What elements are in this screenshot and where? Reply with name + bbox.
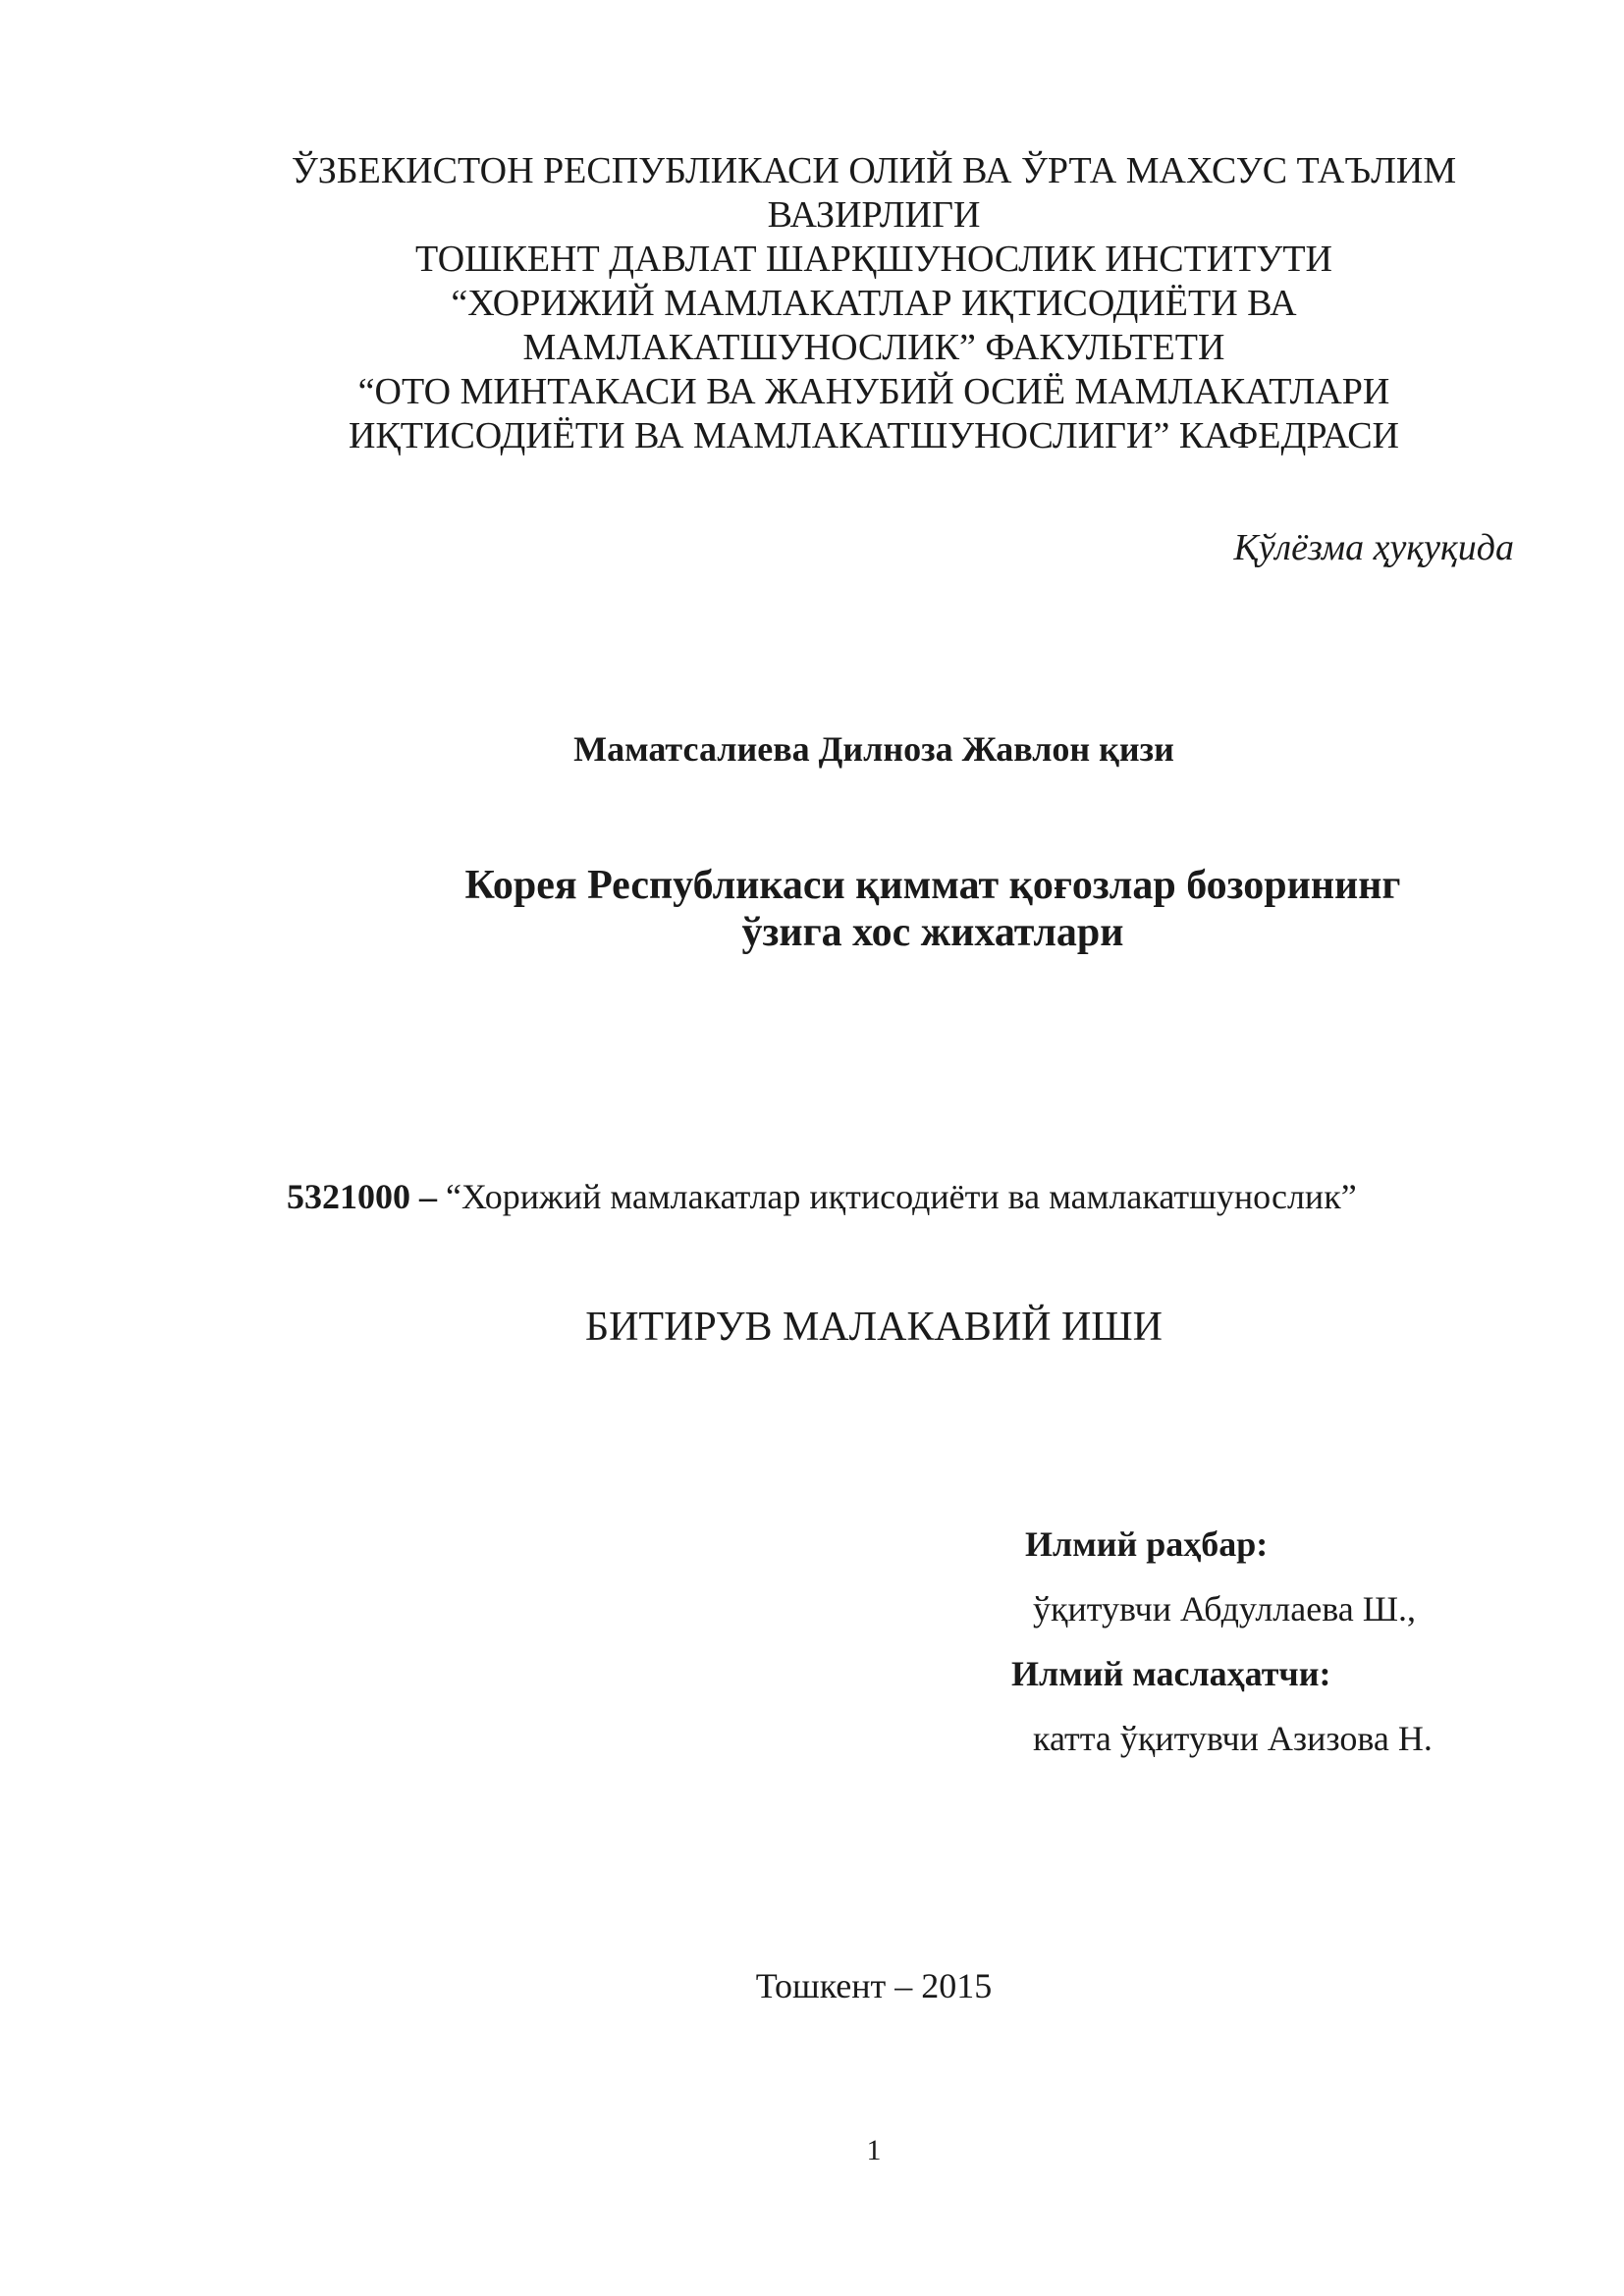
work-type: БИТИРУВ МАЛАКАВИЙ ИШИ [584, 1305, 1164, 1350]
header-line: ЎЗБЕКИСТОН РЕСПУБЛИКАСИ ОЛИЙ ВА ЎРТА МАХСУС ТАЪЛИМ [291, 150, 1457, 191]
consultant-name: катта ўқитувчи Азизова Н. [1033, 1719, 1433, 1758]
thesis-title [295, 862, 1571, 956]
consultant-label: Илмий маслаҳатчи: [1011, 1654, 1331, 1693]
header-line: “ОТО МИНТАКАСИ ВА ЖАНУБИЙ ОСИЁ МАМЛАКАТЛАРИ [357, 371, 1390, 412]
specialty-name: “Хорижий мамлакатлар иқтисодиёти ва мамлакатшунослик” [437, 1177, 1357, 1216]
title-line: Корея Республикаси қиммат қоғозлар бозорининг [464, 863, 1401, 908]
supervisor-label: Илмий раҳбар: [1025, 1524, 1269, 1564]
title-line: ўзига хос жихатлари [741, 910, 1124, 955]
header-line: ИҚТИСОДИЁТИ ВА МАМЛАКАТШУНОСЛИГИ” КАФЕДРАСИ [349, 415, 1399, 456]
specialty-code: 5321000 – [287, 1177, 437, 1216]
header-line: ВАЗИРЛИГИ [767, 194, 981, 236]
supervisor-name: ўқитувчи Абдуллаева Ш., [1033, 1589, 1417, 1629]
specialty-line [287, 1176, 1357, 1217]
page-number: 1 [866, 2134, 882, 2166]
header-line: МАМЛАКАТШУНОСЛИК” ФАКУЛЬТЕТИ [522, 327, 1225, 368]
city-year: Тошкент – 2015 [755, 1966, 993, 2005]
institution-header [196, 149, 1551, 458]
author-name: Маматсалиева Дилноза Жавлон қизи [573, 729, 1174, 769]
header-line: “ХОРИЖИЙ МАМЛАКАТЛАР ИҚТИСОДИЁТИ ВА [451, 283, 1297, 324]
manuscript-rights-note: Қўлёзма ҳуқуқида [1233, 527, 1514, 568]
advisors-block [1011, 1512, 1433, 1771]
header-line: ТОШКЕНТ ДАВЛАТ ШАРҚШУНОСЛИК ИНСТИТУТИ [414, 239, 1332, 280]
